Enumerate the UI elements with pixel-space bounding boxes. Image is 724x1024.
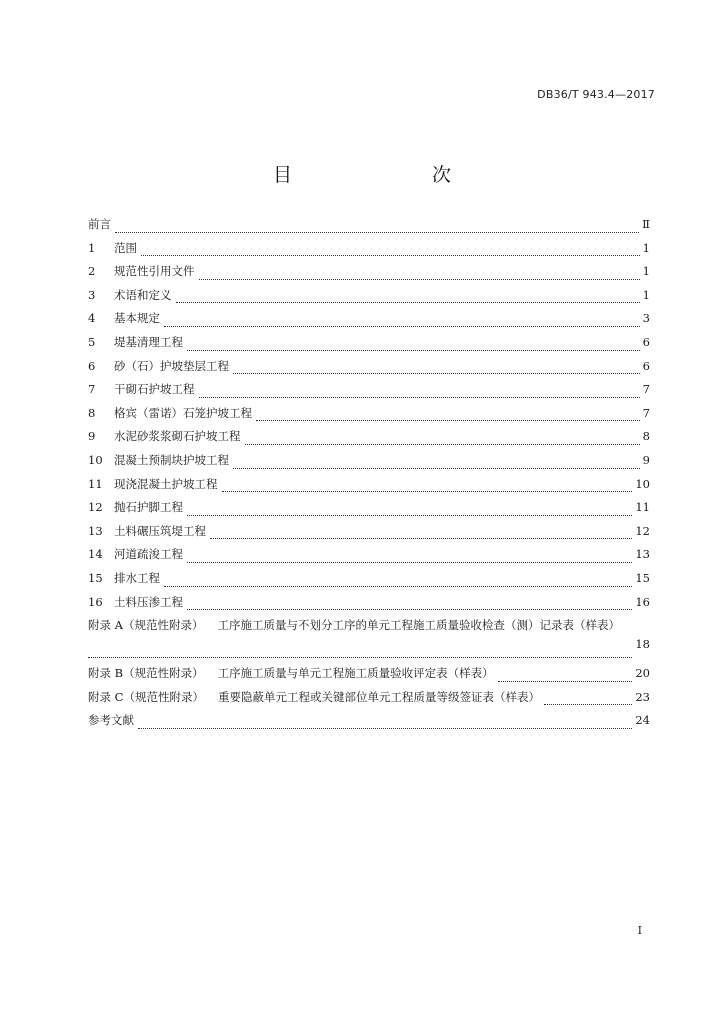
toc-entry-text: 砂（石）护坡垫层工程 [114, 358, 229, 373]
toc-entry-page: 10 [635, 476, 650, 491]
toc-entry-preface[interactable] [88, 216, 650, 240]
toc-entry-number: 9 [88, 429, 96, 444]
toc-leader-dots [210, 538, 632, 539]
toc-leader-dots [187, 609, 632, 610]
toc-leader-dots [233, 468, 640, 469]
toc-entry-number: 14 [88, 547, 103, 562]
appendix-label: 附录 B（规范性附录） [88, 666, 204, 681]
appendix-title: 工序施工质量与不划分工序的单元工程施工质量验收检查（测）记录表（样表） [217, 618, 620, 633]
toc-entry-15[interactable] [88, 570, 650, 594]
toc-entry-10[interactable] [88, 452, 650, 476]
toc-entry-text: 参考文献 [88, 713, 134, 728]
toc-entry-text: 抛石护脚工程 [114, 500, 183, 515]
toc-entry-page: 7 [642, 405, 650, 420]
appendix-title: 工序施工质量与单元工程施工质量验收评定表（样表） [217, 666, 494, 681]
standard-code: DB36/T 943.4—2017 [537, 88, 655, 101]
toc-entry-page: 6 [642, 334, 650, 349]
toc-entry-page: 1 [642, 240, 650, 255]
toc-entry-number: 2 [88, 264, 96, 279]
toc-leader-dots [141, 255, 640, 256]
toc-entry-page: 13 [635, 547, 650, 562]
toc-entry-page: 8 [642, 429, 650, 444]
toc-leader-dots [164, 586, 632, 587]
toc-leader-dots [498, 681, 633, 682]
toc-entry-page: 7 [642, 382, 650, 397]
toc-entry-page: 12 [635, 523, 650, 538]
toc-leader-dots [222, 491, 633, 492]
toc-leader-dots [544, 704, 632, 705]
toc-entry-number: 11 [88, 476, 103, 491]
toc-entry-page: 1 [642, 287, 650, 302]
table-of-contents [88, 216, 650, 736]
toc-entry-page: 18 [635, 637, 650, 652]
toc-entry-number: 12 [88, 500, 103, 515]
toc-leader-dots [187, 350, 640, 351]
page-number: I [637, 924, 642, 937]
toc-entry-page: 1 [642, 264, 650, 279]
toc-entry-number: 16 [88, 594, 103, 609]
toc-entry-appendix-a[interactable] [88, 617, 650, 665]
toc-entry-number: 10 [88, 452, 103, 467]
toc-leader-dots [164, 326, 640, 327]
toc-entry-page: Ⅱ [642, 217, 650, 231]
toc-leader-dots [245, 444, 640, 445]
toc-entry-page: 16 [635, 594, 650, 609]
toc-entry-text: 堤基清理工程 [114, 334, 183, 349]
toc-entry-text: 格宾（雷诺）石笼护坡工程 [114, 405, 252, 420]
toc-entry-3[interactable] [88, 287, 650, 311]
toc-entry-text: 土料压渗工程 [114, 594, 183, 609]
toc-leader-dots [199, 397, 640, 398]
toc-entry-number: 1 [88, 240, 96, 255]
toc-entry-text: 干砌石护坡工程 [114, 382, 195, 397]
toc-entry-11[interactable] [88, 476, 650, 500]
toc-entry-14[interactable] [88, 546, 650, 570]
toc-entry-text: 水泥砂浆浆砌石护坡工程 [114, 429, 241, 444]
toc-entry-8[interactable] [88, 405, 650, 429]
toc-entry-text: 河道疏浚工程 [114, 547, 183, 562]
toc-leader-dots [138, 728, 632, 729]
toc-entry-1[interactable] [88, 240, 650, 264]
toc-leader-dots [115, 232, 639, 233]
toc-entry-page: 3 [642, 311, 650, 326]
toc-leader-dots [176, 302, 640, 303]
toc-entry-page: 11 [635, 500, 650, 515]
appendix-label: 附录 A（规范性附录） [88, 618, 204, 633]
toc-entry-text: 范围 [114, 240, 137, 255]
toc-entry-text: 规范性引用文件 [114, 264, 195, 279]
toc-entry-appendix-c[interactable] [88, 689, 650, 713]
toc-entry-number: 4 [88, 311, 96, 326]
toc-entry-text: 现浇混凝土护坡工程 [114, 476, 218, 491]
page-title: 目 次 [272, 164, 485, 186]
toc-entry-number: 5 [88, 334, 96, 349]
toc-entry-9[interactable] [88, 428, 650, 452]
appendix-title: 重要隐蔽单元工程或关键部位单元工程质量等级签证表（样表） [217, 689, 540, 704]
toc-entry-16[interactable] [88, 594, 650, 618]
toc-entry-text: 排水工程 [114, 570, 160, 585]
toc-entry-page: 9 [642, 452, 650, 467]
toc-entry-text: 基本规定 [114, 311, 160, 326]
toc-leader-dots [88, 657, 632, 658]
toc-entry-13[interactable] [88, 523, 650, 547]
toc-leader-dots [233, 373, 640, 374]
toc-entry-number: 3 [88, 287, 96, 302]
toc-entry-page: 6 [642, 358, 650, 373]
toc-entry-page: 15 [635, 570, 650, 585]
toc-entry-text: 前言 [88, 217, 111, 231]
toc-entry-page: 23 [635, 689, 650, 704]
toc-entry-appendix-b[interactable] [88, 665, 650, 689]
toc-entry-12[interactable] [88, 499, 650, 523]
appendix-label: 附录 C（规范性附录） [88, 689, 204, 704]
toc-entry-number: 8 [88, 405, 96, 420]
toc-entry-text: 土料碾压筑堤工程 [114, 523, 206, 538]
toc-entry-2[interactable] [88, 263, 650, 287]
toc-entry-7[interactable] [88, 381, 650, 405]
toc-entry-page: 20 [635, 666, 650, 681]
toc-entry-text: 术语和定义 [114, 287, 172, 302]
toc-leader-dots [187, 515, 632, 516]
toc-leader-dots [256, 420, 640, 421]
toc-entry-number: 6 [88, 358, 96, 373]
toc-entry-number: 15 [88, 570, 103, 585]
toc-leader-dots [187, 562, 632, 563]
toc-leader-dots [199, 279, 640, 280]
toc-entry-number: 13 [88, 523, 103, 538]
toc-entry-page: 24 [635, 713, 650, 728]
toc-entry-6[interactable] [88, 358, 650, 382]
toc-entry-number: 7 [88, 382, 96, 397]
toc-entry-references[interactable] [88, 712, 650, 736]
toc-entry-4[interactable] [88, 310, 650, 334]
toc-entry-5[interactable] [88, 334, 650, 358]
toc-entry-text: 混凝土预制块护坡工程 [114, 452, 229, 467]
